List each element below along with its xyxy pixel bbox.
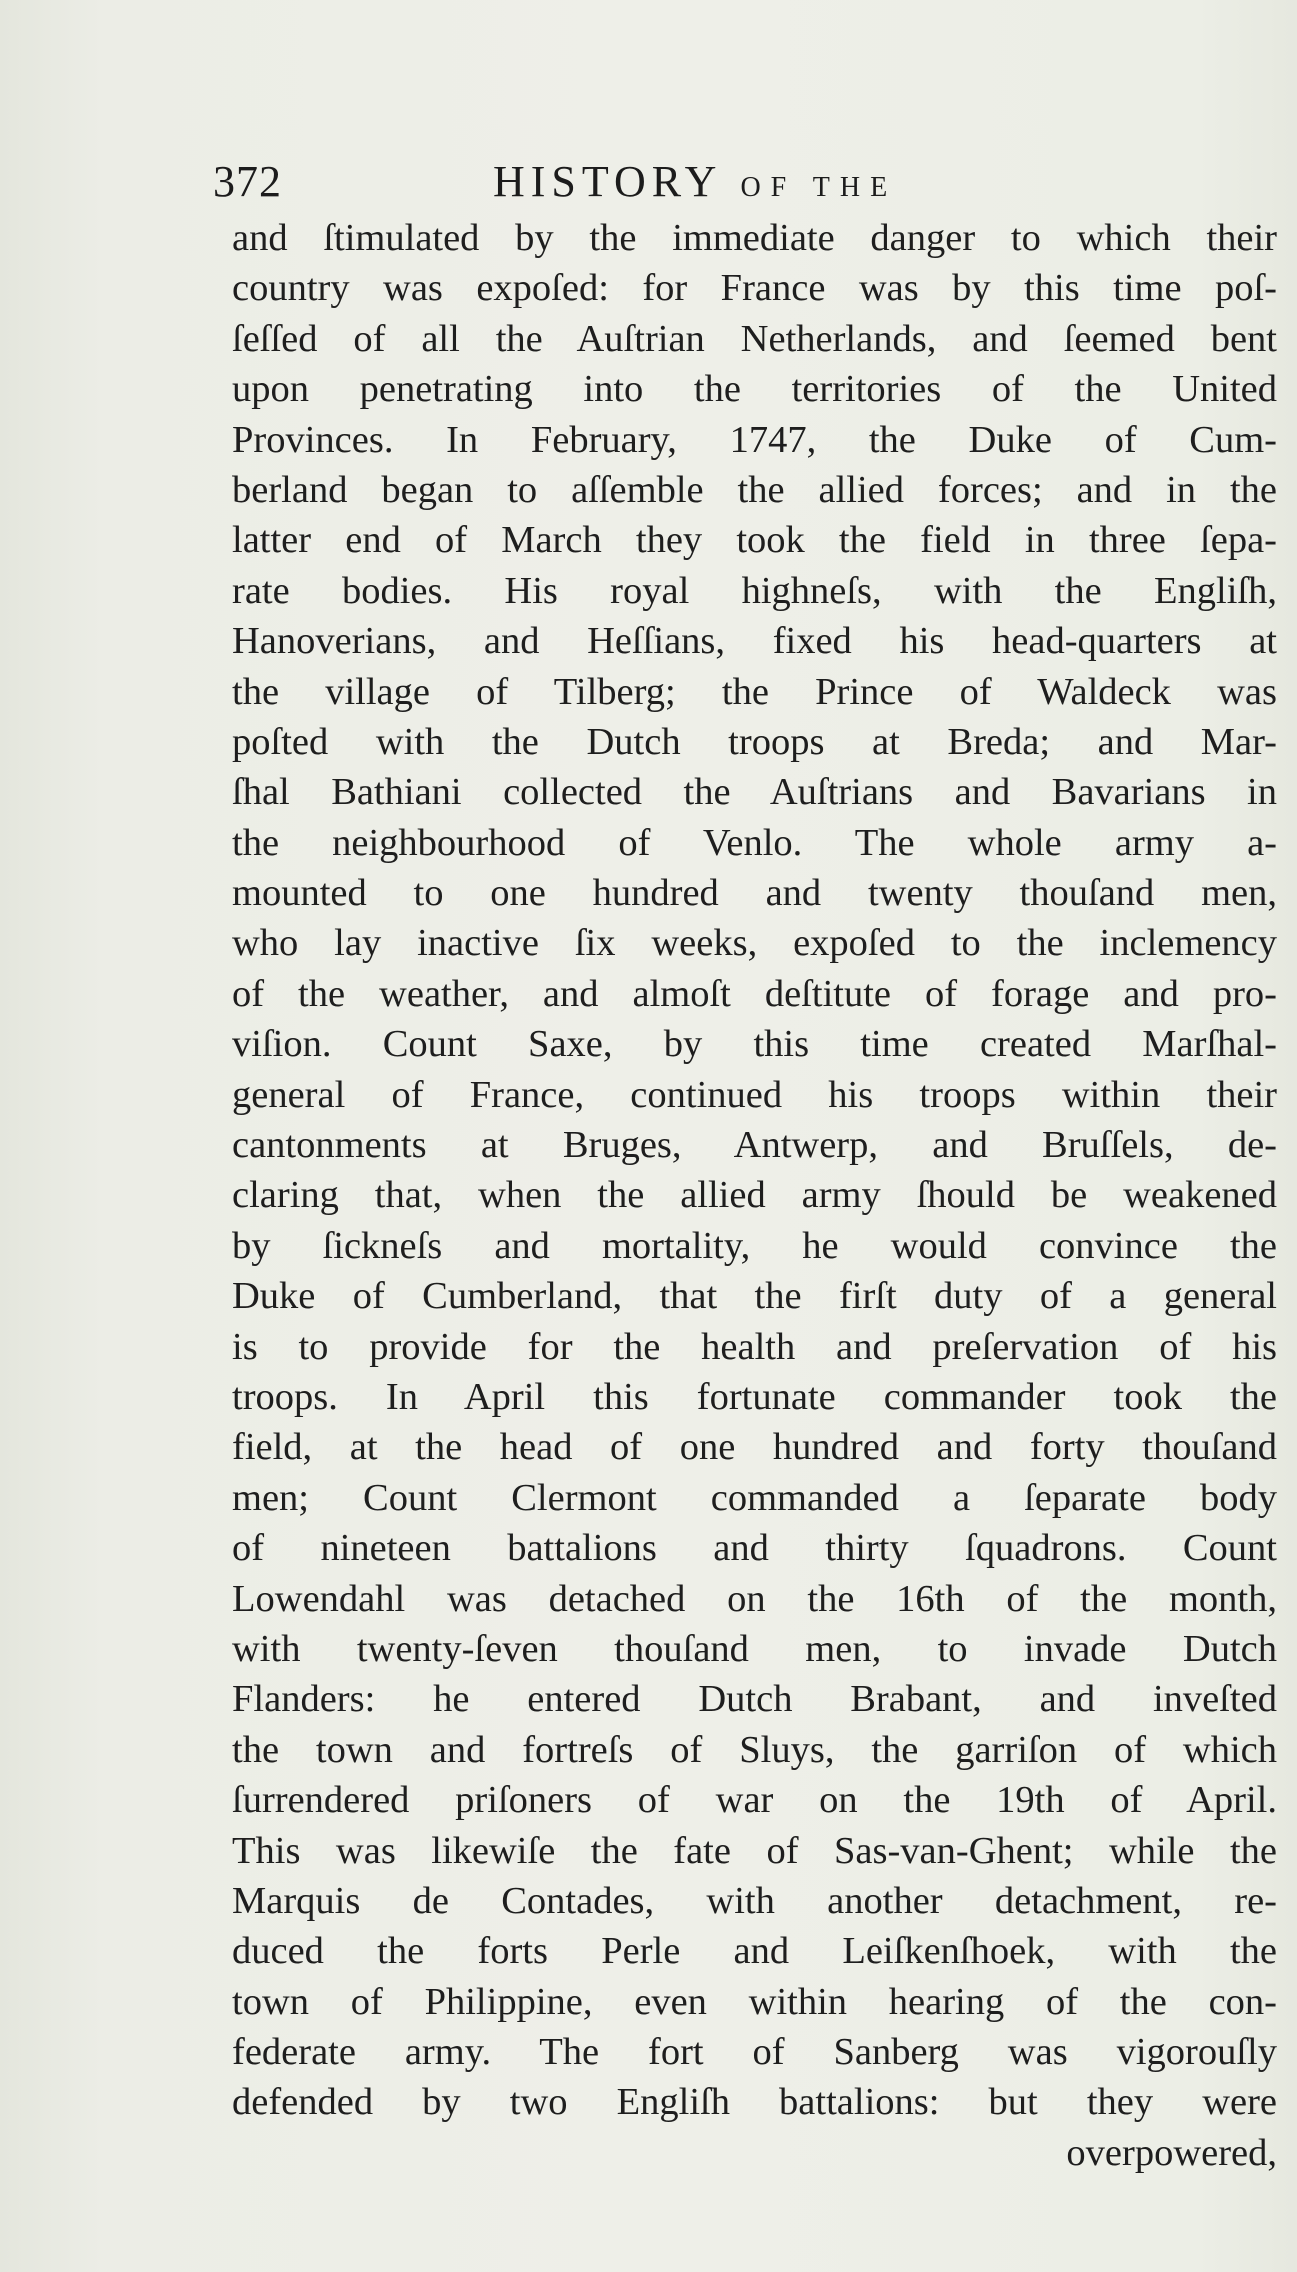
text-line: by ſickneſs and mortality, he would convince the: [232, 1224, 1277, 1267]
text-line: federate army. The fort of Sanberg was vigorouſly: [232, 2031, 1277, 2074]
text-line: of the weather, and almoſt deſtitute of forage and pro-: [232, 972, 1277, 1015]
catchword: overpowered,: [1066, 2131, 1277, 2174]
text-line: who lay inactive ſix weeks, expoſed to the inclemency: [232, 922, 1277, 965]
text-line: town of Philippine, even within hearing of the con-: [232, 1980, 1277, 2023]
running-title-small: OF THE: [740, 172, 898, 203]
text-line: duced the forts Perle and Leiſkenſhoek, with the: [232, 1930, 1277, 1973]
text-line: Lowendahl was detached on the 16th of the month,: [232, 1577, 1277, 1620]
text-line: claring that, when the allied army ſhould be weakened: [232, 1174, 1277, 1217]
text-line: general of France, continued his troops within their: [232, 1073, 1277, 1116]
text-line: berland began to aſſemble the allied forces; and in the: [232, 468, 1277, 511]
text-line: upon penetrating into the territories of the United: [232, 368, 1277, 411]
text-line: Provinces. In February, 1747, the Duke of Cum-: [232, 418, 1277, 461]
text-line: latter end of March they took the field in three ſepa-: [232, 519, 1277, 562]
text-line: Marquis de Contades, with another detachment, re-: [232, 1879, 1277, 1922]
running-title: [493, 156, 897, 207]
text-line: is to provide for the health and preſervation of his: [232, 1325, 1277, 1368]
text-line: This was likewiſe the fate of Sas-van-Ghent; while the: [232, 1829, 1277, 1872]
text-line: troops. In April this fortunate commander took the: [232, 1375, 1277, 1418]
text-line: Flanders: he entered Dutch Brabant, and inveſted: [232, 1678, 1277, 1721]
text-line: viſion. Count Saxe, by this time created Marſhal-: [232, 1023, 1277, 1066]
text-line: Duke of Cumberland, that the firſt duty of a general: [232, 1275, 1277, 1318]
text-line: country was expoſed: for France was by this time poſ-: [232, 267, 1277, 310]
text-line: Hanoverians, and Heſſians, fixed his head-quarters at: [232, 620, 1277, 663]
text-line: the village of Tilberg; the Prince of Waldeck was: [232, 670, 1277, 713]
body-text: [232, 213, 1277, 2178]
text-line: ſhal Bathiani collected the Auſtrians and Bavarians in: [232, 771, 1277, 814]
text-line: rate bodies. His royal highneſs, with the Engliſh,: [232, 569, 1277, 612]
text-line: the neighbourhood of Venlo. The whole army a-: [232, 821, 1277, 864]
text-line: ſurrendered priſoners of war on the 19th of April.: [232, 1779, 1277, 1822]
text-line: defended by two Engliſh battalions: but they were: [232, 2081, 1277, 2124]
text-line: mounted to one hundred and twenty thouſand men,: [232, 872, 1277, 915]
running-title-main: HISTORY: [493, 157, 723, 206]
text-line: cantonments at Bruges, Antwerp, and Bruſſels, de-: [232, 1124, 1277, 1167]
text-line: and ſtimulated by the immediate danger to which their: [232, 217, 1277, 259]
text-line: the town and fortreſs of Sluys, the garriſon of which: [232, 1728, 1277, 1771]
text-line: poſted with the Dutch troops at Breda; and Mar-: [232, 720, 1277, 763]
page-number: 372: [213, 157, 282, 206]
text-line: men; Count Clermont commanded a ſeparate body: [232, 1476, 1277, 1519]
running-header: [213, 150, 1273, 210]
text-line: ſeſſed of all the Auſtrian Netherlands, and ſeemed bent: [232, 317, 1277, 360]
text-line: of nineteen battalions and thirty ſquadrons. Count: [232, 1527, 1277, 1570]
text-line: field, at the head of one hundred and forty thouſand: [232, 1426, 1277, 1469]
text-line: with twenty-ſeven thouſand men, to invade Dutch: [232, 1627, 1277, 1670]
